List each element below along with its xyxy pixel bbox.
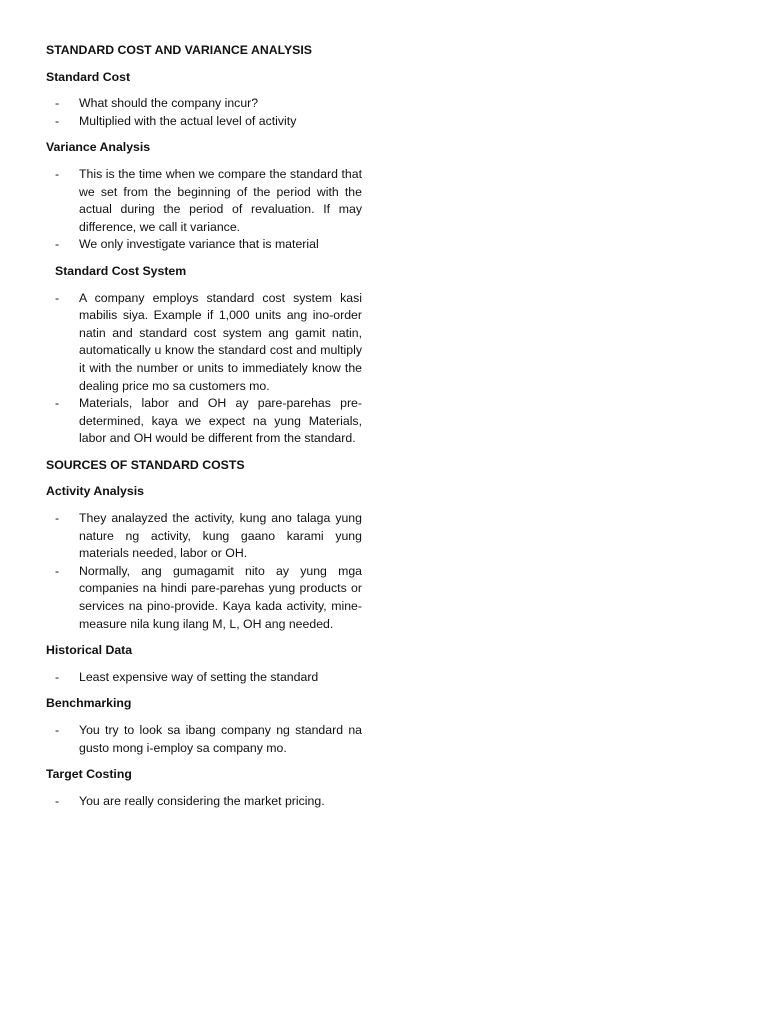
standard-cost-list [46,95,362,130]
dash-bullet: - [55,166,60,181]
document-title: STANDARD COST AND VARIANCE ANALYSIS [46,43,312,57]
section-heading-standard-cost: Standard Cost [46,69,131,84]
activity-analysis-list [46,510,362,633]
dash-bullet: - [55,511,60,526]
section-heading-variance-analysis: Variance Analysis [46,140,151,155]
list-item: - You try to look sa ibang company ng standard na gusto mong i-employ sa company mo. [55,723,362,755]
dash-bullet: - [55,723,60,737]
list-item: - Normally, ang gumagamit nito ay yung mga companies na hindi pare-parehas yung products or services na pino-provide. Kaya kada activity, mine-measure nila kung ilang M, L, OH ang needed. [55,563,362,631]
target-costing-list [46,793,362,811]
dash-bullet: - [55,669,60,684]
list-item: - Least expensive way of setting the standard [46,669,362,687]
sources-title: SOURCES OF STANDARD COSTS [46,457,245,472]
standard-cost-system-list [46,290,362,448]
list-item: - You are really considering the market pricing. [46,793,362,811]
section-heading-standard-cost-system: Standard Cost System [55,263,187,278]
dash-bullet: - [55,793,60,808]
dash-bullet: - [55,396,60,411]
dash-bullet: - [55,237,60,252]
list-item: - Multiplied with the actual level of activity [46,113,362,131]
dash-bullet: - [55,96,60,111]
list-item: - What should the company incur? [46,95,362,113]
historical-data-list [46,669,362,687]
benchmarking-list [46,722,362,757]
section-heading-historical-data: Historical Data [46,643,133,658]
list-item: - A company employs standard cost system kasi mabilis siya. Example if 1,000 units ang ino-order natin and standard cost system ang gamit natin, automatically u know the standard cost and multiply it with the number or units to immediately know the dealing price mo sa customers mo. [55,290,362,393]
section-heading-activity-analysis: Activity Analysis [46,484,144,499]
dash-bullet: - [55,290,60,305]
section-heading-target-costing: Target Costing [46,767,132,782]
list-item: - Materials, labor and OH ay pare-parehas pre-determined, kaya we expect na yung Materials, labor and OH would be different from the standard. [55,396,362,446]
list-item: - They analayzed the activity, kung ano talaga yung nature ng activity, kung gaano karami yung materials needed, labor or OH. [55,511,362,561]
dash-bullet: - [55,563,60,578]
list-item: - This is the time when we compare the standard that we set from the beginning of the period with the actual during the period of revaluation. If may difference, we call it variance. [55,166,362,234]
list-item: - We only investigate variance that is material [46,236,362,254]
dash-bullet: - [55,113,60,128]
section-heading-benchmarking: Benchmarking [46,696,132,711]
variance-analysis-list [46,166,362,254]
document-page [46,42,362,819]
